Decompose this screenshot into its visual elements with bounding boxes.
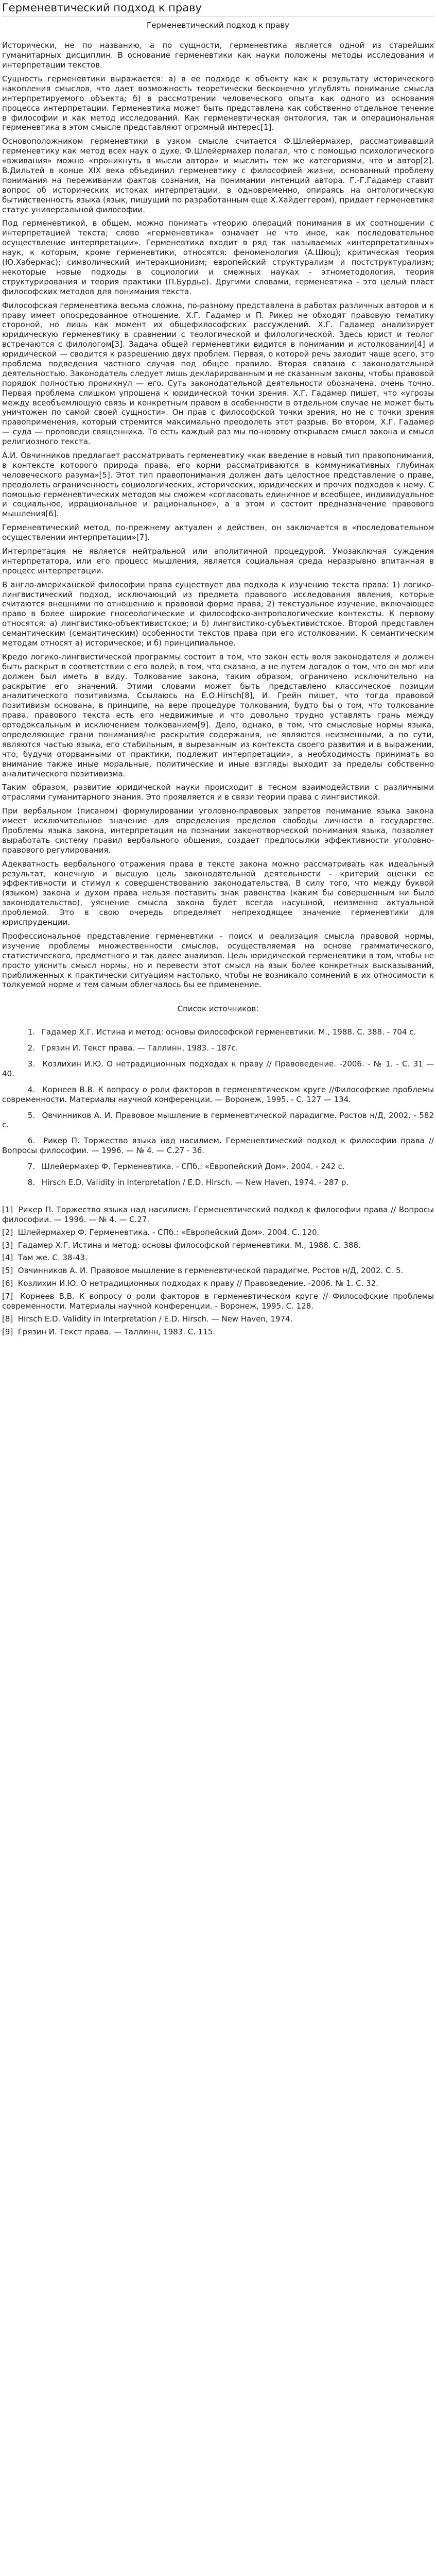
footnote-item — [2, 1241, 434, 1250]
article-body — [2, 41, 434, 990]
body-paragraph: Адекватность вербального отражения права в тексте закона можно рассматривать как идеальный результат, конечную и высшую цель законодательной деятельности - критерий оценки ее эффективности и стимул к совершенствованию законодательства. В силу того, что между буквой (языком) закона и духом права нельзя поставить знак равенства (каким бы совершенным ни было законодательство), уяснение смысла закона будет всегда насущной, неизменно актуальной проблемой. Это в свою очередь определяет непреходящее значение герменевтики для юриспруденции. — [2, 859, 434, 927]
footnote-item-text: Шлейермахер Ф. Герменевтика. - СПб.: «Европейский Дом». 2004. С. 120. — [18, 1227, 320, 1237]
footnote-item-number: [2] — [2, 1227, 13, 1237]
source-item-text: Hirsch E.D. Validity in Interpretation / E.D. Hirsch. — New Haven, 1974. - 287 p. — [41, 1177, 349, 1187]
body-paragraph: Кредо логико-лингвистической программы состоит в том, что закон есть воля законодателя и должен быть раскрыт в соответствии с его волей, в том, что сказано, а не путем догадок о том, что он мог или должен был иметь в виду. Толкование закона, таким образом, ограничено исключительно на раскрытие его значений. Этими словами может быть представлено классическое позиции аналитического позитивизма. Ссылаюсь на Е.О.Hirsch[8], И. Грейн пишет, что тогда правовой позитивизм основана, в принципе, на вере процедуре толкования, будто бы о том, что толкование права, правового текста есть его недвижимые и что довольно трудно уставлять грань между ортодоксальным и исключением толкованием[9]. Дело, однако, в том, что смысловые нормы языка, определяющие грани понимания/не раскрытия содержания, не являются неизменными, а по сути, являются частью языка, его стабильным, в вырезанным из контекста своего развития и в выражении, что, будучи оторванными от практики, подлежит интерпретации», а необходимость принимать во внимание также иные моральные, политические и иные взгляды выходит за пределы собственно аналитического позитивизма. — [2, 652, 434, 778]
footnote-item-text: Гадамер Х.Г. Истина и метод: основы философской герменевтики. М., 1988. С. 388. — [18, 1240, 361, 1250]
sources-list — [2, 1027, 434, 1188]
document-title: Герменевтический подход к праву — [146, 21, 290, 30]
source-item-text: Рикер П. Торжество языка над насилием. Герменевтический подход к философии права // Вопросы философии. — 1996. — № 4. — С.27 - 36. — [2, 1136, 434, 1156]
body-paragraph: Под герменевтикой, в общем, можно понимать «теорию операций понимания в их соотношении с интерпретацией текста; слово «герменевтика» означает не что иное, как последовательное осуществление интерпретации». Герменевтика входит в ряд так называемых «интерпретативных» наук, к которым, кроме герменевтики, относятся: феноменология (А.Шюц); критическая теория (Ю.Хабермас); символический интеракционизм; европейский структурализм и постструктурализм; некоторые новые подходы в социологии и смежных науках - этнометодология, теория структурирования и теория практики (П.Бурдье). Другими словами, герменевтика - это целый пласт философских методов для понимания текста. — [2, 218, 434, 296]
source-item-text: Козлихин И.Ю. О нетрадиционных подходах к праву // Правоведение. -2006. - № 1. - С. 31 — 40. — [2, 1059, 434, 1078]
footnote-item-number: [3] — [2, 1240, 13, 1250]
sources-heading: Список источников: — [177, 1004, 259, 1014]
footnote-item-number: [8] — [2, 1314, 13, 1324]
footnote-item-number: [9] — [2, 1327, 13, 1336]
source-item-number: 6. — [27, 1136, 35, 1146]
source-item-number: 3. — [27, 1059, 35, 1069]
footnote-item-number: [1] — [2, 1205, 13, 1214]
page-title: Герменевтический подход к праву — [2, 1, 434, 16]
footnote-item-text: Hirsch E.D. Validity in Interpretation / E.D. Hirsch. — New Haven, 1974. — [18, 1314, 293, 1324]
footnote-item-text: Овчинников А. И. Правовое мышление в герменевтической парадигме. Ростов н/Д, 2002. С. 5. — [18, 1266, 404, 1276]
footnotes-list — [2, 1205, 434, 1337]
footnote-item-number: [5] — [2, 1266, 13, 1276]
source-item-text: Шлейермахер Ф. Герменевтика. - СПб.: «Европейский Дом». 2004. - 242 с. — [41, 1162, 345, 1172]
footnote-item — [2, 1314, 434, 1324]
source-item-text: Корнеев В.В. К вопросу о роли факторов в герменевтическом кругe //Философские проблемы современности. Материалы научной конференции. — Воронеж, 1995. - С. 127 — 134. — [2, 1084, 434, 1104]
source-item — [2, 1136, 434, 1156]
source-item — [2, 1178, 434, 1188]
source-item-number: 7. — [27, 1162, 35, 1172]
body-paragraph: Сущность герменевтики выражается: а) в ее подходе к объекту как к результату исторического накопления смыслов, что дает возможность теоретически бесконечно углублять понимание смысла интерпретируемого объекта; б) в рассмотрении человеческого опыта как одного из основания процесса интерпретации. Герменевтика может быть представлена как собственно отдельное течение в философии и как метод исследований. Как герменевтическая онтология, так и операциональная герменевтика в этом смысле представляют огромный интерес[1]. — [2, 74, 434, 132]
footnote-item — [2, 1228, 434, 1238]
footnote-item — [2, 1279, 434, 1289]
body-paragraph: Таким образом, развитие юридической науки происходит в тесном взаимодействии с различными отраслями гуманитарного знания. Это проявляется и в связи теории права с лингвистикой. — [2, 783, 434, 802]
footnote-item-text: Корнеев В.В. К вопросу о роли факторов в герменевтическом кругe // Философские проблемы современности. Материалы научной конференции. - Воронеж, 1995. С. 128. — [2, 1292, 434, 1311]
source-item — [2, 1111, 434, 1130]
footnote-item-number: [6] — [2, 1279, 13, 1289]
source-item-number: 2. — [27, 1043, 35, 1053]
source-item-text: Грязин И. Текст права. — Таллинн, 1983. - 187с. — [41, 1043, 238, 1053]
source-item — [2, 1027, 434, 1037]
footnote-item-text: Козлихин И.Ю. О нетрадиционных подходах к праву // Правоведение. -2006. № 1. С. 32. — [18, 1279, 379, 1289]
source-item-number: 1. — [27, 1027, 35, 1037]
body-paragraph: Исторически, не по названию, а по сущности, герменевтика является одной из старейших гуманитарных дисциплин. В основание герменевтики как науки положены методы исследования и интерпретации текстов. — [2, 41, 434, 70]
source-item-text: Овчинников А. И. Правовое мышление в герменевтической парадигме. Ростов н/Д, 2002. - 582 с. — [2, 1110, 434, 1130]
footnote-item — [2, 1292, 434, 1311]
body-paragraph: А.И. Овчинников предлагает рассматривать герменевтику «как введение в новый тип правопонимания, в контексте которого природа права, его корни рассматриваются в коммуникативных глубинах человеческого разума»[5]. Этот тип правопонимания должен дать целостное представление о праве, преодолеть ограниченность социологических, исторических, юридических и прочих подходов к нему. С помощью герменевтических методов мы сможем «согласовать единичное и всеобщее, индивидуальное и социальное, иррациональное и рациональное», а в этом и состоит предназначение правового мышления[6]. — [2, 450, 434, 519]
body-paragraph: Герменевтический метод, по-прежнему актуален и действен, он заключается в «последовательном осуществлении интерпретации»[7]. — [2, 523, 434, 543]
footnote-item-number: [4] — [2, 1253, 13, 1263]
footnote-item — [2, 1205, 434, 1225]
body-paragraph: Основоположником герменевтики в узком смысле считается Ф.Шлейермахер, рассматривавший герменевтику как метод всех наук о духе. Ф.Шлейермахер полагал, что с помощью психологического «вживания» можно «проникнуть в мысли автора» и мыслить тем же категориями, что и автор[2]. В.Дильтей в конце XIX века объединил герменевтику с философией жизни, основанный проблему понимания на переживании фактов сознания, на понимании интенций автора. Г.-Г.Гадамер ставит вопрос об исторических истоках интерпретации, в одновременно, опираясь на онтологическую бытийственность языка (язык, пишущий по разработанным еще Х.Хайдеггером), придает герменевтике статус универсальной философии. — [2, 137, 434, 214]
body-paragraph: В англо-американской философии права существует два подхода к изучению текста права: 1) логико-лингвистический подход, исключающий из предмета правового исследования явления, которые считаются внешними по отношению к правовой форме права; 2) текстуальное изучение, включающее право в более широкие гносеологические и философско-антропологические контексты. К первому относятся: а) лингвистико-объективистское; и б) лингвистико-субъективистское. Второй представлен семантическим (семантическим) особенности текстов права при его истолковании. К семантическим методам относят а) историческое; и б) принципиальное. — [2, 580, 434, 648]
source-item — [2, 1085, 434, 1105]
footnote-item — [2, 1327, 434, 1337]
footnote-item-text: Рикер П. Торжество языка над насилием. Герменевтический подход к философии права // Вопросы философии. — 1996. — № 4. — С.27. — [2, 1205, 434, 1224]
source-item-number: 4. — [27, 1084, 35, 1094]
body-paragraph: При вербальном (писаном) формулировании уголовно-правовых запретов понимание языка закона имеет исключительное значение для определения пределов свободы личности в государстве. Проблемы языка закона, интерпретация на познании законотворческой понимания языка, позволяет выработать систему правил вербального общения, создает предпосылки эффективности уголовно-правового регулирования. — [2, 806, 434, 855]
footnote-item-text: Там же. С. 38-43. — [18, 1253, 88, 1263]
footnote-item-text: Грязин И. Текст права. — Таллинн, 1983. С. 115. — [18, 1327, 216, 1336]
body-paragraph: Философская герменевтика весьма сложна, по-разному представлена в работах различных авторов и к праву имеет опосредованное отношение. Х.Г. Гадамер и П. Рикер не обходят правовую тематику стороной, но лишь как момент их общефилософских рассуждений. Х.Г. Гадамер анализирует юридическую герменевтику в сравнении с теологической и филологической. Здесь юрист и теолог встречаются с филологом[3]. Задача общей герменевтики видится в понимании и истолковании[4] и юридической — сводится к разрешению двух проблем. Первая, о которой речь заходит чаще всего, это проблема подведения частного случая под общее правило. Вторая связана с законодательной деятельностью. Законодатель следует лишь декларированным и не сказанным законы, чтобы правовой порядок полностью проникнул — его. Суть законодательной деятельности обозначена, очень точно. Первая проблема слишком упрощена к юридической точки зрения. Х.Г. Гадамер пишет, что «угрозы между всеобъемлющую связь и конкретным правом в особенности в отдельном случае не может быть уничтожен по самой своей сущности». Он прав с философской точки зрения, но не с точки зрения правоприменения, который стремится максимально преодолеть этот разрыв. Во втором, Х.Г. Гадамер — суда — проповеди священника. То есть каждый раз мы по-новому открываем смысл закона и смысл религиозного текста. — [2, 300, 434, 447]
source-item — [2, 1162, 434, 1172]
footnote-item — [2, 1253, 434, 1263]
footnote-item — [2, 1266, 434, 1276]
footnote-item-number: [7] — [2, 1292, 13, 1301]
body-paragraph: Профессиональное представление герменевтики - поиск и реализация смысла правовой нормы, изучение проблемы множественности смыслов, осуществляемая на основе грамматического, статистического, предметного и так далее анализов. Цель юридической герменевтики в том, чтобы не просто уяснить смысл нормы, но и перевести этот смысл на язык более конкретных высказываний, приближенных к практически ситуациям настолько, чтобы не возникало сомнений в их относимости к толкуемой норме и тем самым облегчалось бы ее применение. — [2, 931, 434, 990]
source-item — [2, 1043, 434, 1053]
source-item-text: Гадамер Х.Г. Истина и метод: основы философской герменевтики. М., 1988. С. 388. - 704 с. — [41, 1027, 416, 1037]
source-item-number: 5. — [27, 1110, 35, 1120]
source-item — [2, 1059, 434, 1079]
source-item-number: 8. — [27, 1177, 35, 1187]
body-paragraph: Интерпретация не является нейтральной или аполитичной процедурой. Умозаключая суждения интерпретатора, или его процесс мышления, является социальная среда неразрывно впитанная в процесс интерпретации. — [2, 546, 434, 575]
